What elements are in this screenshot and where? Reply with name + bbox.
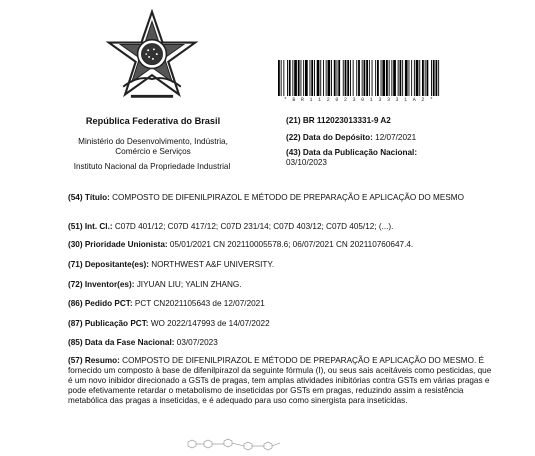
barcode-bar — [398, 60, 399, 96]
barcode-bar — [405, 60, 408, 96]
country-name: República Federativa do Brasil — [85, 116, 221, 126]
barcode-bar — [358, 60, 360, 96]
title-field — [68, 193, 498, 203]
barcode-bar — [366, 60, 368, 96]
barcode-bar — [422, 60, 424, 96]
barcode-text: * B R 1 1 2 0 2 3 0 1 3 3 3 1 A 2 * — [283, 97, 435, 103]
barcode-bar — [298, 60, 300, 96]
abstract-value: COMPOSTO DE DIFENILPIRAZOL E MÉTODO DE PREPARAÇÃO E APLICAÇÃO DO MESMO. É fornecido um composto à base de difenilpirazol da seguinte fórmula (I), ou seus sais aceitáveis como pesticidas, que é um novo inibidor direcionado a GSTs de pragas, tem amplas atividades inibitórias contra GSTs em várias pragas e pode efetivamente retardar o metabolismo de inseticidas por GSTs em pragas, reduzindo assim a resistência metabólica das pragas a inseticidas, e é adequado para uso como sinergista para inseticidas. — [68, 356, 492, 405]
barcode-bar — [314, 60, 315, 96]
barcode-bar — [317, 60, 320, 96]
title-label: (54) Título: — [68, 193, 110, 202]
barcode-bar — [433, 60, 435, 96]
pct-publication-field — [68, 319, 498, 329]
inventor-value: JIYUAN LIU; YALIN ZHANG. — [136, 280, 242, 289]
barcode-bar — [402, 60, 403, 96]
deposit-date-label: (22) Data do Depósito: — [286, 133, 373, 142]
barcode-bar — [427, 60, 429, 96]
institute-name: Instituto Nacional da Propriedade Industrial — [73, 162, 231, 171]
barcode-bar — [281, 60, 282, 96]
coat-of-arms-emblem — [104, 8, 200, 104]
barcode-bar — [301, 60, 302, 96]
national-phase-label: (85) Data da Fase Nacional: — [68, 338, 175, 347]
barcode-bar — [416, 60, 419, 96]
barcode-bar — [326, 60, 327, 96]
barcode-bar — [381, 60, 382, 96]
barcode-bar — [294, 60, 297, 96]
barcode-bar — [393, 60, 396, 96]
abstract-field — [68, 356, 498, 406]
inventor-label: (72) Inventor(es): — [68, 280, 135, 289]
barcode-bar — [386, 60, 388, 96]
inventor-field — [68, 280, 498, 290]
deposit-date — [286, 133, 416, 143]
barcode-bar — [289, 60, 291, 96]
barcode-bar — [362, 60, 363, 96]
barcode-bar — [375, 60, 376, 96]
pct-request-field — [68, 299, 498, 309]
barcode-bar — [292, 60, 293, 96]
barcode-bar — [328, 60, 331, 96]
barcode-bar — [320, 60, 321, 96]
national-publication-value: 03/10/2023 — [286, 158, 327, 167]
priority-label: (30) Prioridade Unionista: — [68, 240, 168, 249]
barcode-bar — [343, 60, 344, 96]
barcode-bar — [331, 60, 332, 96]
barcode-bar — [389, 60, 390, 96]
barcode-bar — [431, 60, 432, 96]
barcode-bar — [338, 60, 340, 96]
depositor-label: (71) Depositante(es): — [68, 260, 149, 269]
ministry-line-1: Ministério do Desenvolvimento, Indústria, — [78, 137, 228, 146]
barcode-bar — [369, 60, 370, 96]
title-value: COMPOSTO DE DIFENILPIRAZOL E MÉTODO DE PREPARAÇÃO E APLICAÇÃO DO MESMO — [112, 193, 464, 202]
barcode-bar — [411, 60, 412, 96]
national-publication-date — [286, 148, 417, 168]
deposit-date-value: 12/07/2021 — [375, 133, 417, 142]
ministry-name — [44, 137, 262, 157]
barcode-bar — [323, 60, 324, 96]
intcl-value: C07D 401/12; C07D 417/12; C07D 231/14; C07D 403/12; C07D 405/12; (...). — [114, 222, 394, 231]
national-phase-field — [68, 338, 498, 348]
barcode-bar — [353, 60, 354, 96]
barcode-bar — [311, 60, 313, 96]
depositor-value: NORTHWEST A&F UNIVERSITY. — [151, 260, 275, 269]
barcode-bar — [347, 60, 349, 96]
filing-number: (21) BR 112023013331-9 A2 — [286, 116, 391, 125]
abstract-label: (57) Resumo: — [68, 356, 120, 365]
barcode-bar — [310, 60, 311, 96]
barcode-bar — [414, 60, 415, 96]
barcode-bar — [305, 60, 308, 96]
barcode-bar — [364, 60, 366, 96]
barcode-bar — [356, 60, 357, 96]
priority-field — [68, 240, 498, 250]
barcode-bar — [278, 60, 280, 96]
barcode-bar — [382, 60, 385, 96]
intcl-label: (51) Int. Cl.: — [68, 222, 113, 231]
barcode-bar — [436, 60, 438, 96]
pct-publication-label: (87) Publicação PCT: — [68, 319, 149, 328]
depositor-field — [68, 260, 498, 270]
barcode-bar — [400, 60, 402, 96]
pct-request-label: (86) Pedido PCT: — [68, 299, 133, 308]
ministry-line-2: Comércio e Serviços — [115, 147, 191, 156]
barcode-bar — [409, 60, 410, 96]
barcode-bar — [377, 60, 379, 96]
barcode-bar — [350, 60, 351, 96]
national-phase-value: 03/07/2023 — [176, 338, 218, 347]
barcode-bar — [372, 60, 373, 96]
barcode-bar — [283, 60, 284, 96]
barcode-bar — [438, 60, 439, 96]
pct-request-value: PCT CN2021105643 de 12/07/2021 — [134, 299, 265, 308]
pct-publication-value: WO 2022/147993 de 14/07/2022 — [150, 319, 270, 328]
barcode-bar — [337, 60, 338, 96]
barcode-bar — [419, 60, 420, 96]
national-publication-label: (43) Data da Publicação Nacional: — [286, 148, 418, 157]
barcode-bar — [287, 60, 288, 96]
barcode-bar — [303, 60, 304, 96]
intcl-field — [68, 222, 498, 232]
barcode-bar — [391, 60, 392, 96]
barcode — [276, 60, 442, 96]
barcode-bar — [345, 60, 347, 96]
barcode-bar — [334, 60, 336, 96]
priority-value: 05/01/2021 CN 202110005578.6; 06/07/2021 CN 202110760647.4. — [169, 240, 414, 249]
barcode-bar — [425, 60, 426, 96]
chemical-formula-image — [180, 438, 290, 454]
